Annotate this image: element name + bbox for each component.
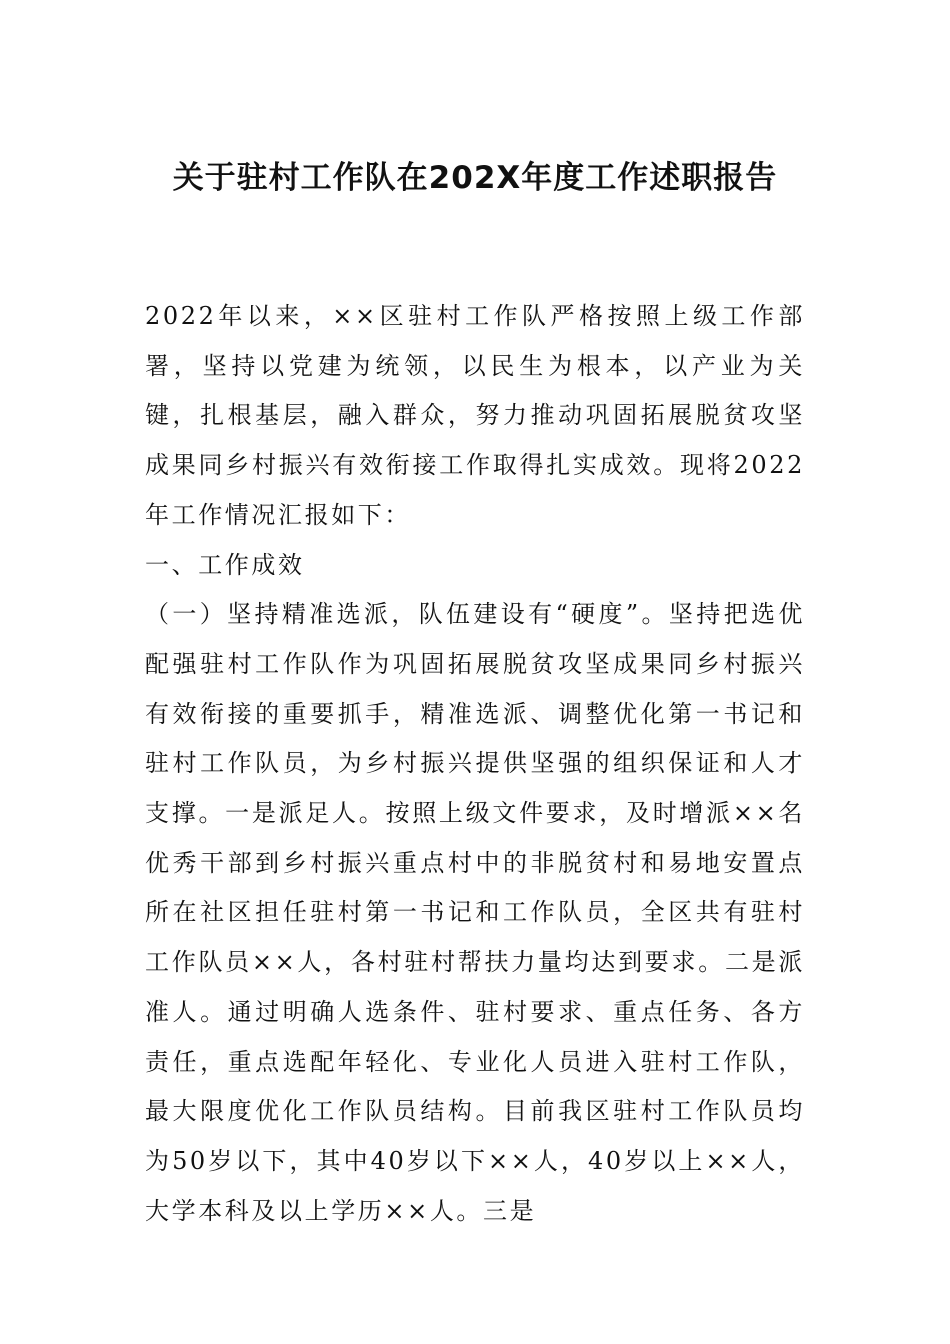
section-heading: 一、工作成效	[145, 550, 305, 579]
document-body	[145, 292, 805, 1236]
body-paragraph: （一）坚持精准选派，队伍建设有“硬度”。坚持把选优配强驻村工作队作为巩固拓展脱贫攻坚成果同乡村振兴有效衔接的重要抓手，精准选派、调整优化第一书记和驻村工作队员，为乡村振兴提供坚强的组织保证和人才支撑。一是派足人。按照上级文件要求，及时增派××名优秀干部到乡村振兴重点村中的非脱贫村和易地安置点所在社区担任驻村第一书记和工作队员，全区共有驻村工作队员××人，各村驻村帮扶力量均达到要求。二是派准人。通过明确人选条件、驻村要求、重点任务、各方责任，重点选配年轻化、专业化人员进入驻村工作队，最大限度优化工作队员结构。目前我区驻村工作队员均为50岁以下，其中40岁以下××人，40岁以上××人，大学本科及以上学历××人。三是	[145, 600, 805, 1225]
document-title: 关于驻村工作队在202X年度工作述职报告	[172, 160, 778, 196]
intro-paragraph: 2022年以来，××区驻村工作队严格按照上级工作部署，坚持以党建为统领，以民生为根本，以产业为关键，扎根基层，融入群众，努力推动巩固拓展脱贫攻坚成果同乡村振兴有效衔接工作取得扎实成效。现将2022年工作情况汇报如下：	[145, 302, 805, 529]
